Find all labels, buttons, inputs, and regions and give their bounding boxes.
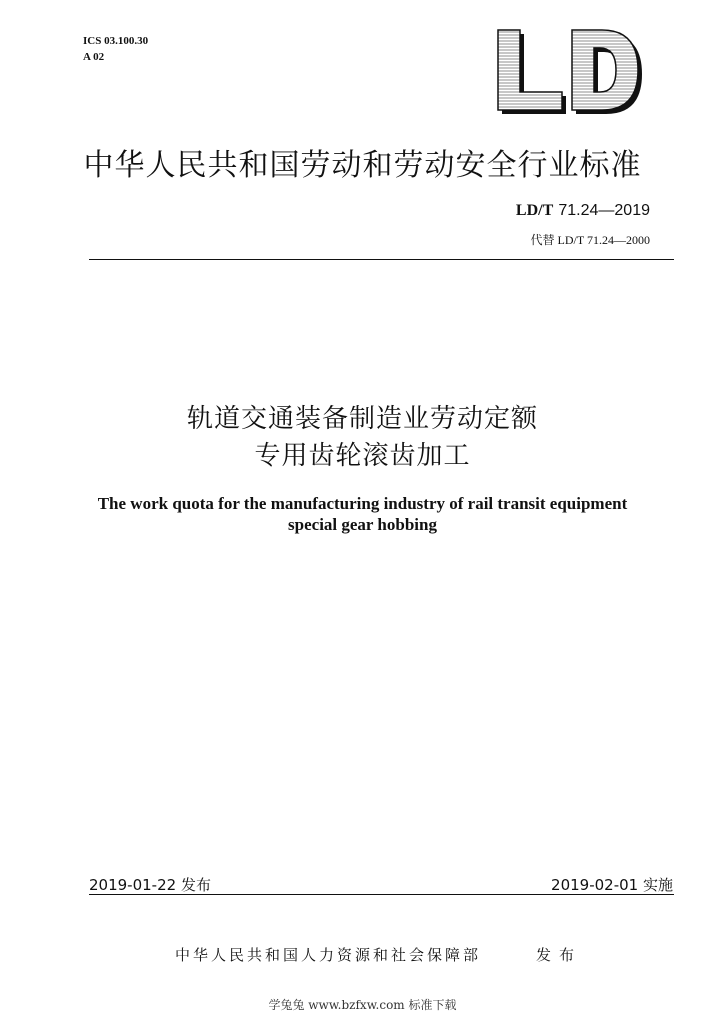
implementation-date: 2019-02-01 实施 [551, 876, 673, 894]
ics-code: ICS 03.100.30 [83, 35, 149, 47]
english-title-line-1: The work quota for the manufacturing industry of rail transit equipment [97, 494, 628, 513]
english-title-line-2: special gear hobbing [288, 515, 437, 534]
chinese-title-line-2: 专用齿轮滚齿加工 [254, 441, 471, 471]
standard-prefix: LD/T [515, 202, 554, 219]
bottom-divider [89, 894, 674, 895]
ld-logo [494, 28, 642, 120]
industry-standard-title: 中华人民共和国劳动和劳动安全行业标准 [83, 148, 642, 183]
standard-code: 71.24—2019 [558, 202, 650, 219]
watermark-text: 学兔兔 www.bzfxw.com 标准下载 [268, 998, 457, 1012]
classification-codes [83, 33, 148, 65]
issuing-action: 发布 [536, 946, 583, 964]
top-divider [89, 259, 674, 260]
publish-date: 2019-01-22 发布 [89, 876, 211, 894]
replaces-standard: 代替 LD/T 71.24—2000 [530, 233, 650, 247]
issuing-authority: 中华人民共和国人力资源和社会保障部 [175, 946, 482, 964]
chinese-title-line-1: 轨道交通装备制造业劳动定额 [186, 404, 538, 434]
standard-number [516, 200, 650, 220]
ccs-code: A 02 [83, 51, 105, 63]
